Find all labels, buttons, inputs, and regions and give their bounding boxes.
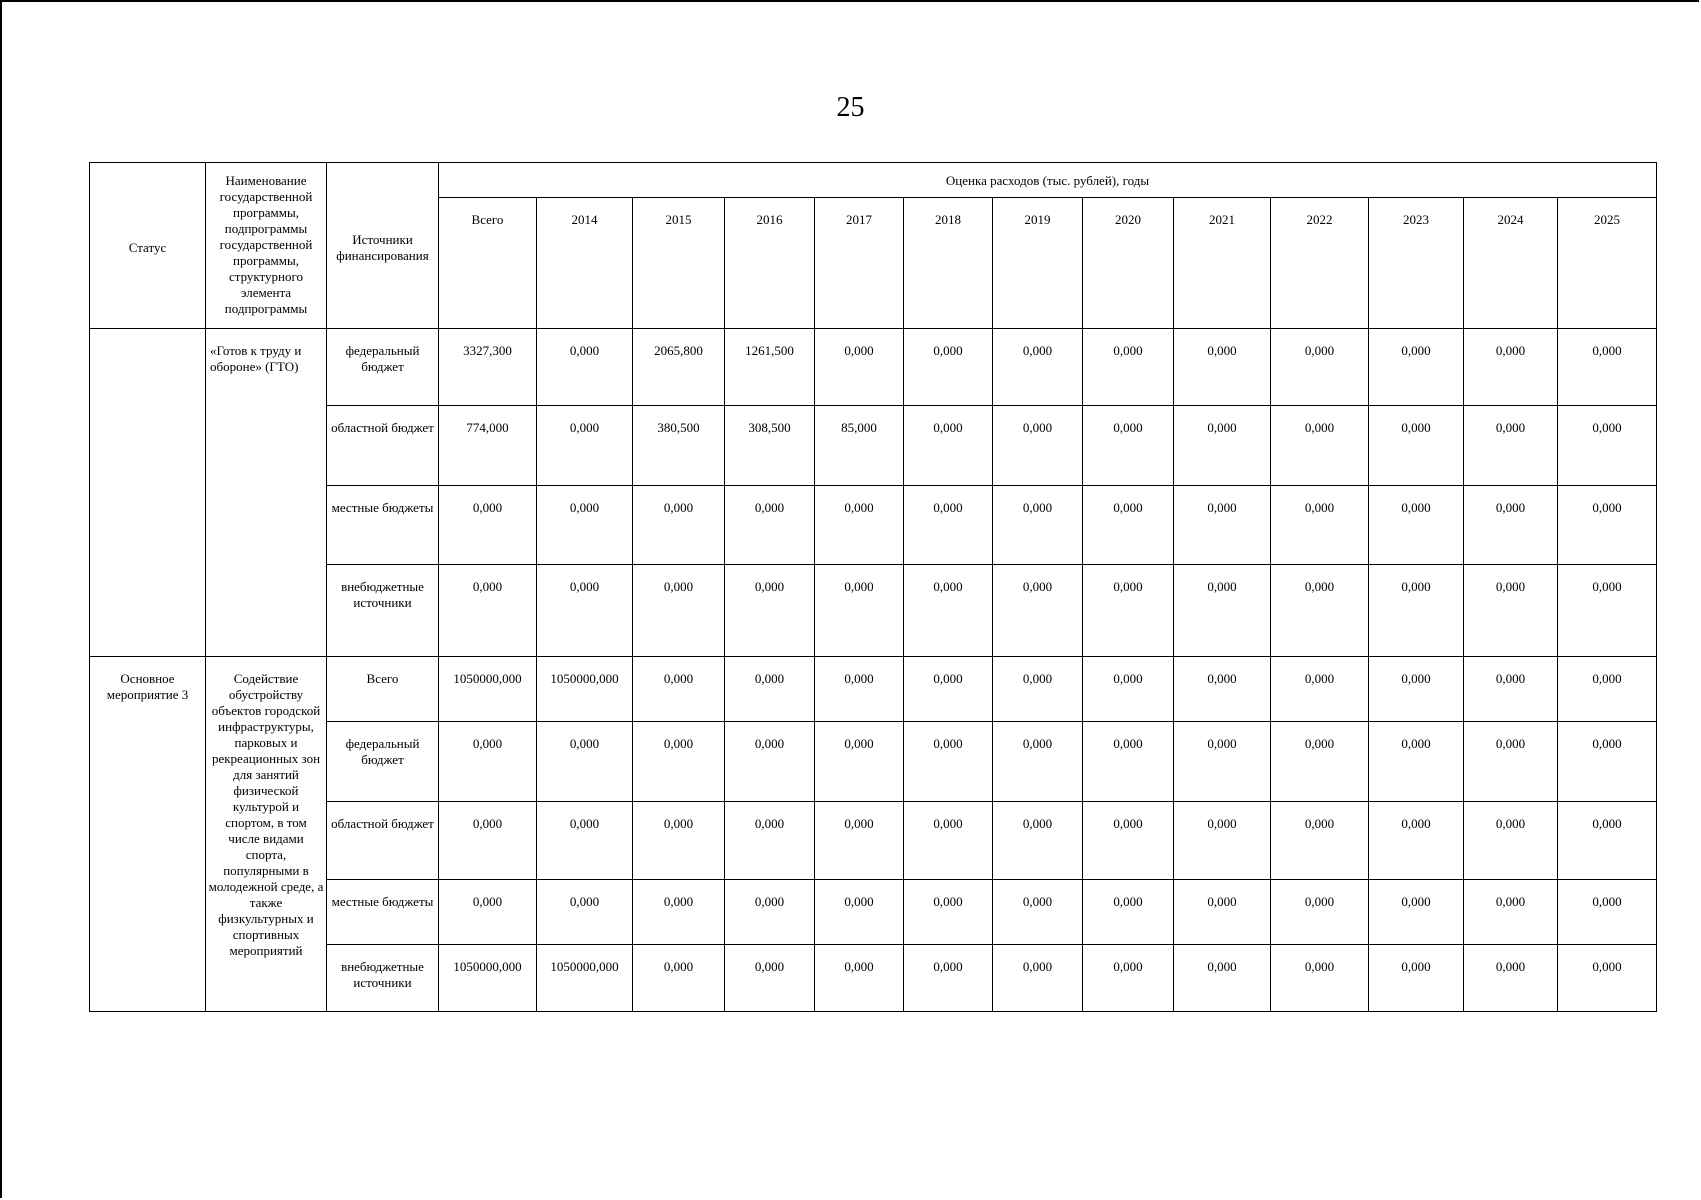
value-cell: 0,000 xyxy=(439,722,537,802)
value-cell: 0,000 xyxy=(537,486,633,565)
value-cell: 0,000 xyxy=(1083,880,1174,945)
value-cell: 0,000 xyxy=(1369,802,1464,880)
value-cell: 0,000 xyxy=(993,406,1083,486)
funding-source-cell: внебюджетные источники xyxy=(327,565,439,657)
budget-table xyxy=(89,162,1657,1012)
value-cell: 0,000 xyxy=(993,722,1083,802)
header-column: 2025 xyxy=(1558,198,1657,329)
value-cell: 0,000 xyxy=(993,329,1083,406)
header-column: 2018 xyxy=(904,198,993,329)
value-cell: 0,000 xyxy=(537,406,633,486)
value-cell: 0,000 xyxy=(1083,945,1174,1012)
value-cell: 0,000 xyxy=(1369,406,1464,486)
funding-source-cell: Всего xyxy=(327,657,439,722)
value-cell: 0,000 xyxy=(1174,802,1271,880)
value-cell: 0,000 xyxy=(815,329,904,406)
header-column: 2022 xyxy=(1271,198,1369,329)
value-cell: 0,000 xyxy=(1369,722,1464,802)
funding-source-cell: федеральный бюджет xyxy=(327,722,439,802)
value-cell: 0,000 xyxy=(1464,329,1558,406)
value-cell: 0,000 xyxy=(904,565,993,657)
value-cell: 0,000 xyxy=(1083,657,1174,722)
value-cell: 0,000 xyxy=(904,329,993,406)
value-cell: 0,000 xyxy=(633,657,725,722)
value-cell: 0,000 xyxy=(439,880,537,945)
value-cell: 0,000 xyxy=(439,565,537,657)
value-cell: 0,000 xyxy=(1558,945,1657,1012)
value-cell: 0,000 xyxy=(439,486,537,565)
value-cell: 0,000 xyxy=(1369,565,1464,657)
value-cell: 1050000,000 xyxy=(537,657,633,722)
value-cell: 0,000 xyxy=(993,880,1083,945)
header-column: 2014 xyxy=(537,198,633,329)
value-cell: 0,000 xyxy=(1558,329,1657,406)
value-cell: 0,000 xyxy=(1174,565,1271,657)
header-name: Наименование государственной программы, подпрограммы государственной программы, структурного элемента подпрограммы xyxy=(206,163,327,329)
funding-source-cell: внебюджетные источники xyxy=(327,945,439,1012)
value-cell: 0,000 xyxy=(537,565,633,657)
header-sources: Источники финансирования xyxy=(327,163,439,329)
value-cell: 0,000 xyxy=(904,486,993,565)
value-cell: 0,000 xyxy=(904,722,993,802)
value-cell: 0,000 xyxy=(1174,880,1271,945)
value-cell: 0,000 xyxy=(537,802,633,880)
value-cell: 0,000 xyxy=(1174,329,1271,406)
funding-source-cell: местные бюджеты xyxy=(327,486,439,565)
value-cell: 2065,800 xyxy=(633,329,725,406)
value-cell: 0,000 xyxy=(1271,880,1369,945)
value-cell: 1050000,000 xyxy=(537,945,633,1012)
value-cell: 0,000 xyxy=(1271,329,1369,406)
table-row xyxy=(90,329,1657,406)
value-cell: 0,000 xyxy=(633,945,725,1012)
value-cell: 0,000 xyxy=(1464,406,1558,486)
page-number: 25 xyxy=(836,92,865,123)
value-cell: 0,000 xyxy=(439,802,537,880)
header-column: 2015 xyxy=(633,198,725,329)
header-column: 2017 xyxy=(815,198,904,329)
value-cell: 0,000 xyxy=(993,565,1083,657)
table-header xyxy=(90,163,1657,329)
value-cell: 0,000 xyxy=(633,565,725,657)
value-cell: 0,000 xyxy=(1083,406,1174,486)
value-cell: 0,000 xyxy=(1464,486,1558,565)
program-name-cell: Содействие обустройству объектов городской инфраструктуры, парковых и рекреационных зон для занятий физической культурой и спортом, в том числе видами спорта, популярными в молодежной среде, а также физкультурных и спортивных мероприятий xyxy=(206,657,327,1012)
value-cell: 0,000 xyxy=(815,802,904,880)
value-cell: 0,000 xyxy=(1174,486,1271,565)
value-cell: 0,000 xyxy=(1558,880,1657,945)
header-column: 2020 xyxy=(1083,198,1174,329)
value-cell: 0,000 xyxy=(993,945,1083,1012)
value-cell: 0,000 xyxy=(537,329,633,406)
value-cell: 0,000 xyxy=(904,945,993,1012)
value-cell: 0,000 xyxy=(1271,486,1369,565)
value-cell: 1050000,000 xyxy=(439,945,537,1012)
value-cell: 0,000 xyxy=(1464,880,1558,945)
header-cost-group: Оценка расходов (тыс. рублей), годы xyxy=(439,163,1657,198)
status-cell: Основное мероприятие 3 xyxy=(90,657,206,1012)
value-cell: 0,000 xyxy=(815,657,904,722)
value-cell: 0,000 xyxy=(904,406,993,486)
funding-source-cell: областной бюджет xyxy=(327,406,439,486)
value-cell: 380,500 xyxy=(633,406,725,486)
value-cell: 0,000 xyxy=(1271,565,1369,657)
value-cell: 0,000 xyxy=(1174,945,1271,1012)
value-cell: 0,000 xyxy=(1369,880,1464,945)
value-cell: 0,000 xyxy=(904,880,993,945)
value-cell: 0,000 xyxy=(1558,722,1657,802)
value-cell: 0,000 xyxy=(1369,329,1464,406)
value-cell: 0,000 xyxy=(815,722,904,802)
value-cell: 0,000 xyxy=(815,880,904,945)
header-column: 2024 xyxy=(1464,198,1558,329)
value-cell: 0,000 xyxy=(1369,945,1464,1012)
value-cell: 0,000 xyxy=(1083,565,1174,657)
value-cell: 0,000 xyxy=(1464,722,1558,802)
value-cell: 0,000 xyxy=(537,722,633,802)
value-cell: 0,000 xyxy=(904,802,993,880)
header-column: 2019 xyxy=(993,198,1083,329)
value-cell: 0,000 xyxy=(633,880,725,945)
value-cell: 0,000 xyxy=(1174,406,1271,486)
value-cell: 0,000 xyxy=(1558,406,1657,486)
value-cell: 0,000 xyxy=(1271,945,1369,1012)
table-row xyxy=(90,657,1657,722)
value-cell: 0,000 xyxy=(725,722,815,802)
header-column: Всего xyxy=(439,198,537,329)
value-cell: 0,000 xyxy=(537,880,633,945)
value-cell: 0,000 xyxy=(1174,657,1271,722)
value-cell: 0,000 xyxy=(815,565,904,657)
value-cell: 0,000 xyxy=(725,802,815,880)
program-name-cell: «Готов к труду и обороне» (ГТО) xyxy=(206,329,327,657)
value-cell: 1050000,000 xyxy=(439,657,537,722)
header-status: Статус xyxy=(90,163,206,329)
value-cell: 0,000 xyxy=(1369,657,1464,722)
value-cell: 0,000 xyxy=(1558,802,1657,880)
value-cell: 0,000 xyxy=(815,945,904,1012)
value-cell: 0,000 xyxy=(993,802,1083,880)
value-cell: 1261,500 xyxy=(725,329,815,406)
value-cell: 3327,300 xyxy=(439,329,537,406)
value-cell: 85,000 xyxy=(815,406,904,486)
funding-source-cell: федеральный бюджет xyxy=(327,329,439,406)
value-cell: 0,000 xyxy=(1083,802,1174,880)
funding-source-cell: областной бюджет xyxy=(327,802,439,880)
value-cell: 0,000 xyxy=(993,486,1083,565)
value-cell: 0,000 xyxy=(993,657,1083,722)
header-column: 2021 xyxy=(1174,198,1271,329)
value-cell: 0,000 xyxy=(1083,329,1174,406)
value-cell: 0,000 xyxy=(1558,565,1657,657)
header-column: 2023 xyxy=(1369,198,1464,329)
value-cell: 0,000 xyxy=(1271,406,1369,486)
value-cell: 0,000 xyxy=(725,945,815,1012)
value-cell: 0,000 xyxy=(815,486,904,565)
value-cell: 0,000 xyxy=(1558,657,1657,722)
value-cell: 0,000 xyxy=(1464,802,1558,880)
value-cell: 0,000 xyxy=(1558,486,1657,565)
value-cell: 0,000 xyxy=(1369,486,1464,565)
funding-source-cell: местные бюджеты xyxy=(327,880,439,945)
value-cell: 0,000 xyxy=(725,486,815,565)
value-cell: 0,000 xyxy=(725,565,815,657)
value-cell: 0,000 xyxy=(1083,486,1174,565)
value-cell: 0,000 xyxy=(633,722,725,802)
value-cell: 774,000 xyxy=(439,406,537,486)
value-cell: 0,000 xyxy=(633,802,725,880)
value-cell: 0,000 xyxy=(1083,722,1174,802)
value-cell: 0,000 xyxy=(1464,945,1558,1012)
value-cell: 0,000 xyxy=(1174,722,1271,802)
value-cell: 0,000 xyxy=(1271,657,1369,722)
header-column: 2016 xyxy=(725,198,815,329)
value-cell: 0,000 xyxy=(725,880,815,945)
value-cell: 308,500 xyxy=(725,406,815,486)
status-cell xyxy=(90,329,206,657)
table-body xyxy=(90,329,1657,1012)
value-cell: 0,000 xyxy=(904,657,993,722)
value-cell: 0,000 xyxy=(1464,565,1558,657)
value-cell: 0,000 xyxy=(633,486,725,565)
value-cell: 0,000 xyxy=(1464,657,1558,722)
value-cell: 0,000 xyxy=(725,657,815,722)
value-cell: 0,000 xyxy=(1271,802,1369,880)
value-cell: 0,000 xyxy=(1271,722,1369,802)
